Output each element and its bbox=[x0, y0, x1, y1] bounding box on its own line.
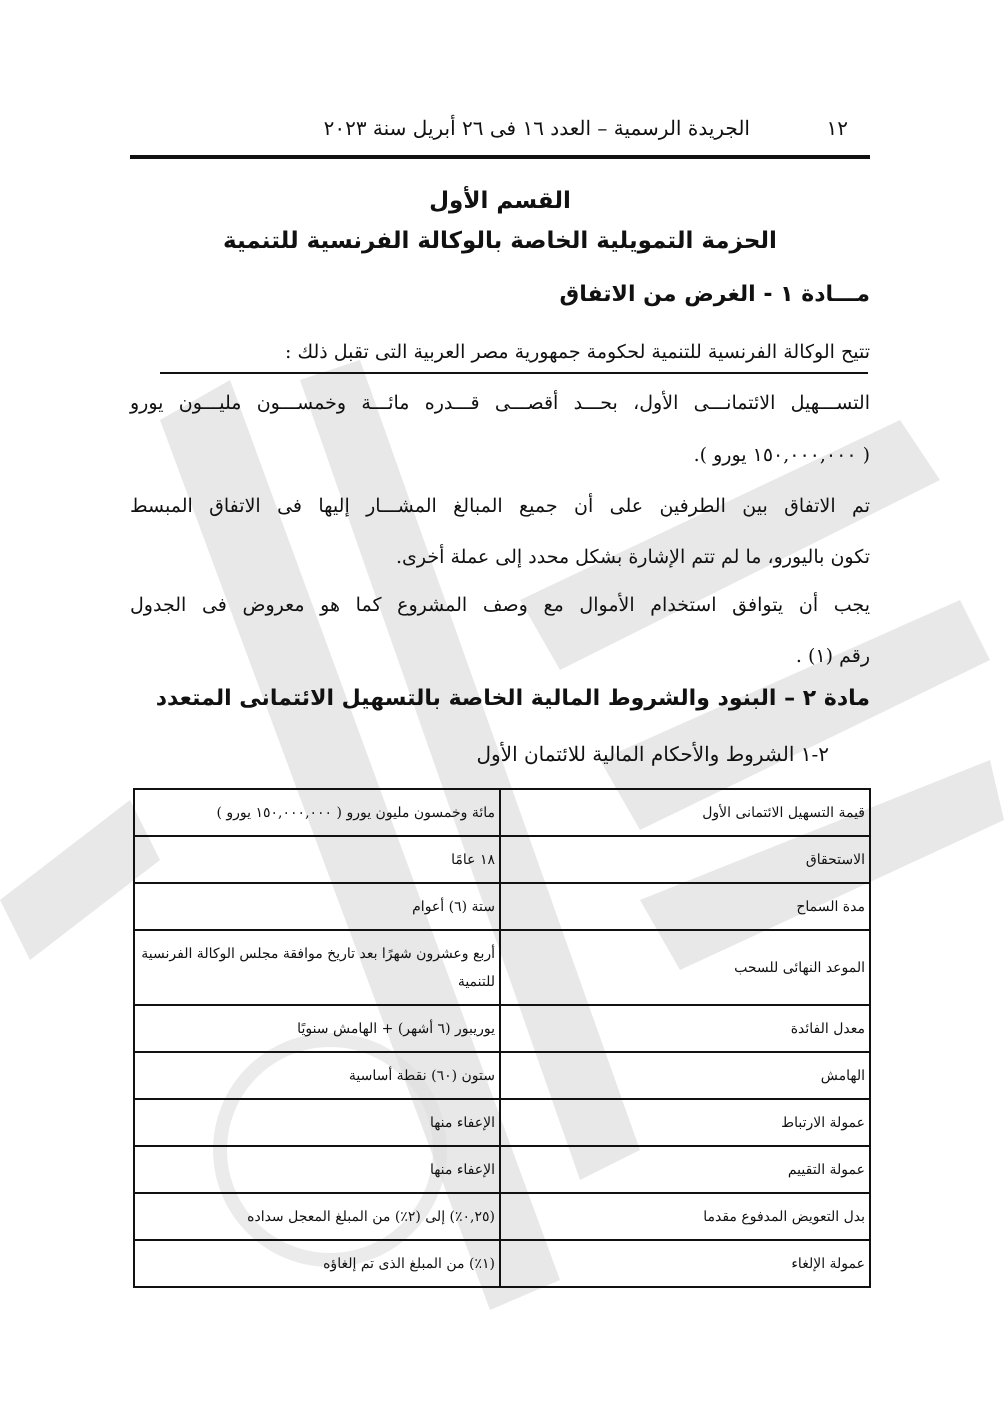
paragraph-line: يجب أن يتوافق استخدام الأموال مع وصف المشروع كما هو معروض فى الجدول bbox=[130, 594, 870, 616]
term-value: الإعفاء منها bbox=[134, 1146, 500, 1193]
package-title: الحزمة التمويلية الخاصة بالوكالة الفرنسية للتنمية bbox=[223, 228, 777, 254]
table-row bbox=[134, 1005, 870, 1052]
term-value: مائة وخمسون مليون يورو ( ١٥٠,٠٠٠,٠٠٠ يورو ) bbox=[134, 789, 500, 836]
intro-underline bbox=[160, 372, 868, 374]
table-row bbox=[134, 1052, 870, 1099]
term-value: أربع وعشرون شهرًا بعد تاريخ موافقة مجلس الوكالة الفرنسية للتنمية bbox=[134, 930, 500, 1005]
term-label: عمولة التقييم bbox=[500, 1146, 870, 1193]
table-row bbox=[134, 1146, 870, 1193]
paragraph-line: التســـهيل الائتمانـــى الأول، بحـــد أقصـــى قـــدره مائـــة وخمســـون مليـــون يورو bbox=[130, 392, 870, 414]
term-label: الاستحقاق bbox=[500, 836, 870, 883]
term-label: الموعد النهائى للسحب bbox=[500, 930, 870, 1005]
term-value: ١٨ عامًا bbox=[134, 836, 500, 883]
term-value: (١٪) من المبلغ الذى تم إلغاؤه bbox=[134, 1240, 500, 1287]
paragraph-line: تكون باليورو، ما لم تتم الإشارة بشكل محدد إلى عملة أخرى. bbox=[396, 546, 870, 568]
term-value: الإعفاء منها bbox=[134, 1099, 500, 1146]
table-row bbox=[134, 836, 870, 883]
article2-heading: مادة ٢ – البنود والشروط المالية الخاصة بالتسهيل الائتمانى المتعدد bbox=[155, 686, 870, 711]
article2-subheading: ٢-١ الشروط والأحكام المالية للائتمان الأول bbox=[476, 742, 829, 766]
term-label: بدل التعويض المدفوع مقدما bbox=[500, 1193, 870, 1240]
terms-table bbox=[133, 788, 871, 1288]
table-row bbox=[134, 789, 870, 836]
article1-heading: مـــادة ١ - الغرض من الاتفاق bbox=[559, 282, 870, 307]
term-label: عمولة الإلغاء bbox=[500, 1240, 870, 1287]
table-row bbox=[134, 930, 870, 1005]
page-header bbox=[130, 112, 870, 148]
gazette-title: الجريدة الرسمية – العدد ١٦ فى ٢٦ أبريل سنة ٢٠٢٣ bbox=[323, 116, 750, 140]
table-row bbox=[134, 1193, 870, 1240]
paragraph-line: رقم (١) . bbox=[795, 645, 870, 667]
section-title: القسم الأول bbox=[429, 188, 571, 214]
term-value: يوريبور (٦ أشهر) + الهامش سنويًا bbox=[134, 1005, 500, 1052]
term-label: الهامش bbox=[500, 1052, 870, 1099]
table-row bbox=[134, 1240, 870, 1287]
term-label: عمولة الارتباط bbox=[500, 1099, 870, 1146]
term-value: ستون (٦٠) نقطة أساسية bbox=[134, 1052, 500, 1099]
article1-intro: تتيح الوكالة الفرنسية للتنمية لحكومة جمهورية مصر العربية التى تقبل ذلك : bbox=[285, 341, 870, 363]
term-value: ستة (٦) أعوام bbox=[134, 883, 500, 930]
term-label: مدة السماح bbox=[500, 883, 870, 930]
term-label: معدل الفائدة bbox=[500, 1005, 870, 1052]
paragraph-line: ( ١٥٠,٠٠٠,٠٠٠ يورو ). bbox=[693, 444, 870, 466]
page-number: ١٢ bbox=[826, 116, 848, 140]
table-row bbox=[134, 883, 870, 930]
term-value: (٠,٢٥٪) إلى (٢٪) من المبلغ المعجل سداده bbox=[134, 1193, 500, 1240]
paragraph-line: تم الاتفاق بين الطرفين على أن جميع المبالغ المشـــار إليها فى الاتفاق المبسط bbox=[130, 495, 870, 517]
header-rule bbox=[130, 155, 870, 159]
term-label: قيمة التسهيل الائتمانى الأول bbox=[500, 789, 870, 836]
table-row bbox=[134, 1099, 870, 1146]
